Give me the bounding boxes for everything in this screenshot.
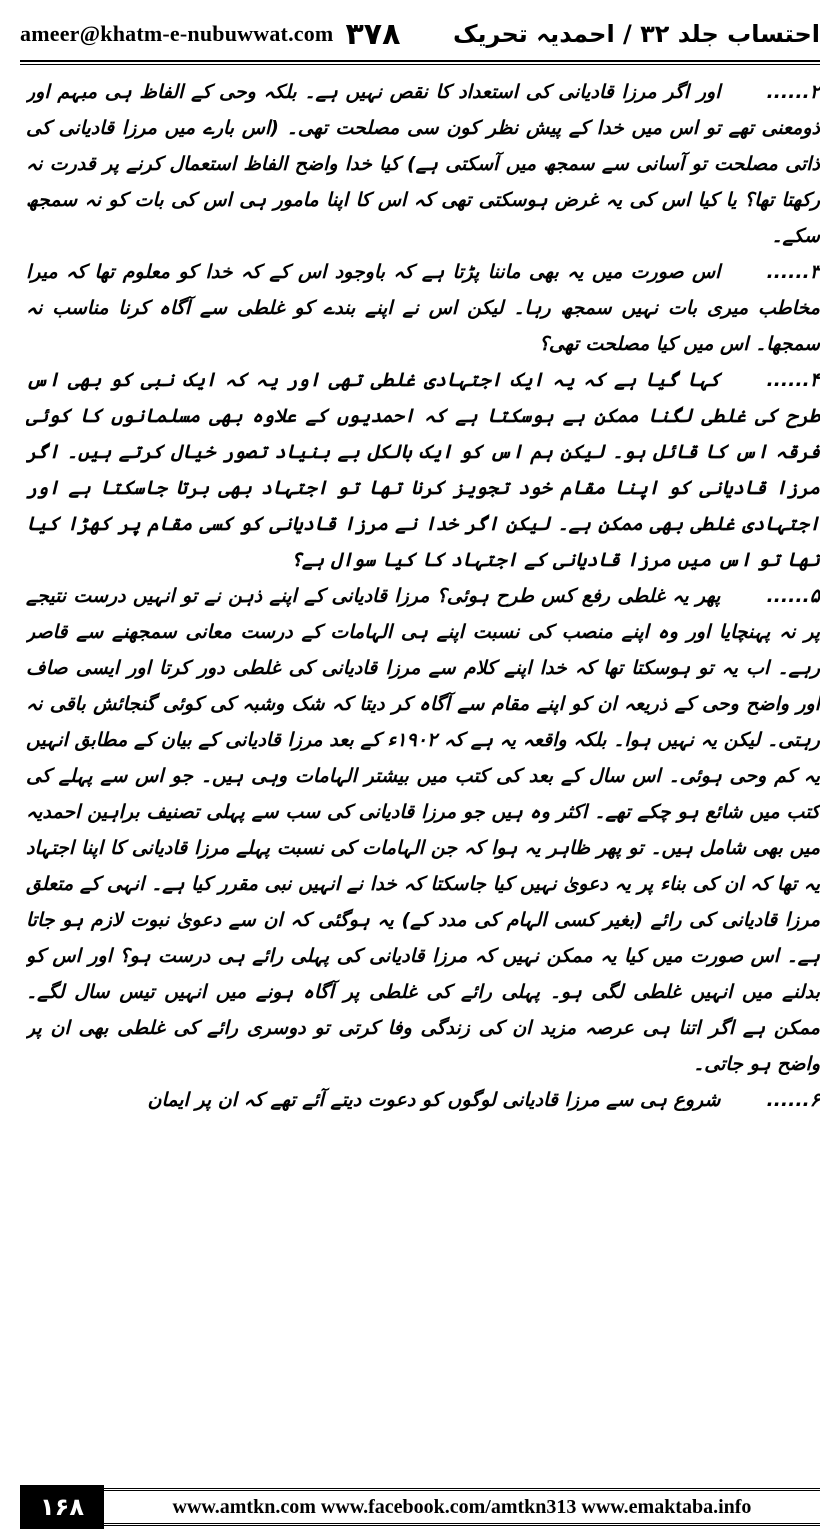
paragraph-text: اس صورت میں یہ بھی ماننا پڑتا ہے کہ باوجود اس کے کہ خدا کو معلوم تھا کہ میرا مخاطب میری بات نہیں سمجھ رہا۔ لیکن اس نے اپنے بندے کو غلطی سے آگاہ کرنا مناسب نہ سمجھا۔ اس میں کیا مصلحت تھی؟: [26, 261, 820, 355]
paragraph-2: [26, 74, 820, 254]
paragraph-3: [26, 254, 820, 362]
paragraph-text: کہا گیا ہے کہ یہ ایک اجتہادی غلطی تھی اور یہ کہ ایک نبی کو بھی اس طرح کی غلطی لگنا ممکن ہے ہوسکتا ہے کہ احمدیوں کے علاوہ بھی مسلمانوں کا کوئی فرقہ اس کا قائل ہو۔ لیکن ہم اس کو ایک بالکل بے بنیاد تصور خیال کرتے ہیں۔ اگر مرزا قادیانی کو اپنا مقام خود تجویز کرنا تھا تو اجتہاد بھی برتا جاسکتا ہے اور اجتہادی غلطی بھی ممکن ہے۔ لیکن اگر خدا نے مرزا قادیانی کو کسی مقام پر کھڑا کیا تھا تو اس میں مرزا قادیانی کے اجتہاد کا کیا سوال ہے؟: [26, 369, 820, 571]
document-body: [26, 74, 820, 1474]
page-header: [20, 12, 820, 56]
paragraph-number: ۶......: [766, 1089, 820, 1111]
header-left: [20, 17, 400, 52]
header-divider-thin: [20, 64, 820, 65]
header-page-number: ٣٧٨: [345, 16, 401, 52]
paragraph-text: پھر یہ غلطی رفع کس طرح ہوئی؟ مرزا قادیانی کے اپنے ذہن نے تو انہیں درست نتیجے پر نہ پہنچایا اور وہ اپنے منصب کی نسبت اپنے ہی الہامات کے درست معانی سمجھنے سے قاصر رہے۔ اب یہ تو ہوسکتا تھا کہ خدا اپنے کلام سے مرزا قادیانی کی غلطی دور کرتا اور ایسی صاف اور واضح وحی کے ذریعہ ان کو اپنے مقام سے آگاہ کر دیتا کہ شک وشبہ کی کوئی گنجائش باقی نہ رہتی۔ لیکن یہ نہیں ہوا۔ بلکہ واقعہ یہ ہے کہ ۱۹۰۲ء کے بعد مرزا قادیانی کے بیان کے مطابق انہیں یہ کم وحی ہوئی۔ اس سال کے بعد کی کتب میں بیشتر الہامات وہی ہیں۔ جو اس سے پہلے کی کتب میں شائع ہو چکے تھے۔ اکثر وہ ہیں جو مرزا قادیانی کی سب سے پہلی تصنیف براہین احمدیہ میں بھی شامل ہیں۔ تو پھر ظاہر یہ ہوا کہ جن الہامات کی نسبت پہلے مرزا قادیانی کا اپنا اجتہاد یہ تھا کہ ان کی بناء پر یہ دعویٰ نہیں کیا جاسکتا کہ خدا نے انہیں نبی مقرر کیا ہے۔ انہی کے متعلق مرزا قادیانی کی رائے (بغیر کسی الہام کی مدد کے) یہ ہوگئی کہ ان سے دعویٰ نبوت لازم ہو جاتا ہے۔ اس صورت میں کیا یہ ممکن نہیں کہ مرزا قادیانی کی پہلی رائے ہی درست ہو؟ اور اس کو بدلنے میں انہیں غلطی لگی ہو۔ پہلی رائے کی غلطی پر آگاہ ہونے میں انہیں تیس سال لگے۔ ممکن ہے اگر اتنا ہی عرصہ مزید ان کی زندگی وفا کرتی تو دوسری رائے کی غلطی بھی ان پر واضح ہو جاتی۔: [26, 585, 820, 1075]
header-book-title: احتساب جلد ۳۲ / احمدیہ تحریک: [452, 20, 820, 48]
paragraph-number: ۵......: [766, 585, 820, 607]
paragraph-number: ۴......: [766, 369, 820, 391]
paragraph-5: [26, 578, 820, 1082]
paragraph-number: ۲......: [766, 81, 820, 103]
footer-links: www.amtkn.com www.facebook.com/amtkn313 www.emaktaba.info: [104, 1488, 820, 1526]
header-divider: [20, 60, 820, 62]
paragraph-6: [26, 1082, 820, 1118]
page-footer: [20, 1484, 820, 1530]
paragraph-number: ۳......: [766, 261, 820, 283]
footer-page-number: ۱۶۸: [20, 1485, 104, 1529]
header-email: ameer@khatm-e-nubuwwat.com: [20, 21, 334, 46]
paragraph-text: اور اگر مرزا قادیانی کی استعداد کا نقص نہیں ہے۔ بلکہ وحی کے الفاظ ہی مبہم اور ذومعنی تھے تو اس میں خدا کے پیش نظر کون سی مصلحت تھی۔ (اس بارے میں مرزا قادیانی کی ذاتی مصلحت تو آسانی سے سمجھ میں آسکتی ہے) کیا خدا واضح الفاظ استعمال کرنے پر قدرت نہ رکھتا تھا؟ یا کیا اس کی یہ غرض ہوسکتی تھی کہ اس کا اپنا مامور ہی اس کی بات کو نہ سمجھ سکے۔: [26, 81, 820, 247]
paragraph-text: شروع ہی سے مرزا قادیانی لوگوں کو دعوت دیتے آئے تھے کہ ان پر ایمان: [147, 1089, 721, 1111]
paragraph-4: [26, 362, 820, 578]
